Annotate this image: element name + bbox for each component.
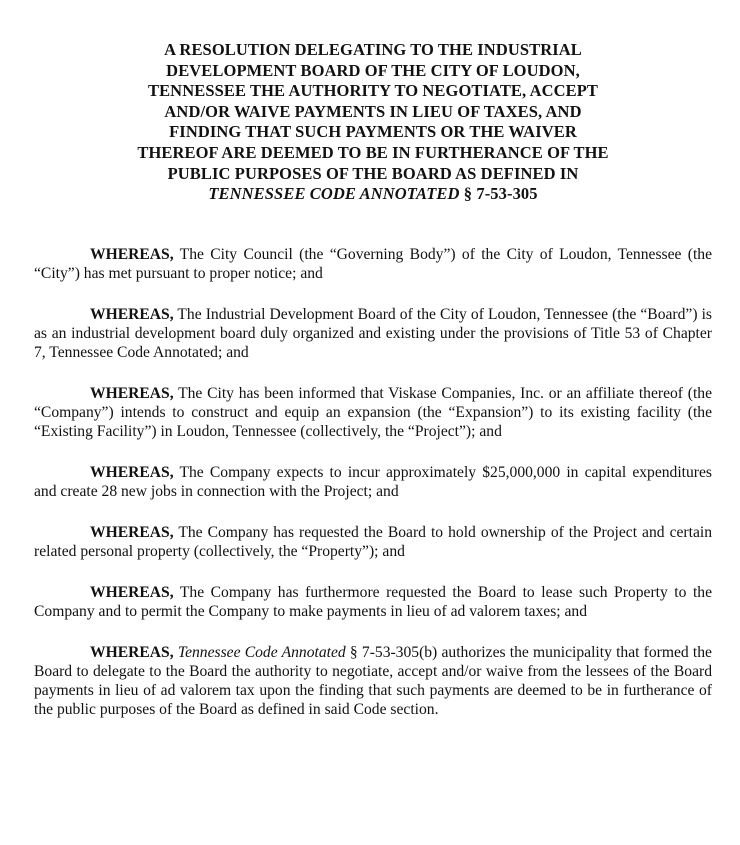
whereas-keyword: WHEREAS, bbox=[90, 523, 174, 541]
whereas-paragraph bbox=[34, 384, 712, 441]
code-citation: Tennessee Code Annotated bbox=[173, 643, 346, 661]
title-line-last bbox=[63, 184, 683, 205]
title-line: FINDING THAT SUCH PAYMENTS OR THE WAIVER bbox=[169, 122, 577, 142]
title-line: THEREOF ARE DEEMED TO BE IN FURTHERANCE OF THE bbox=[137, 142, 609, 162]
whereas-paragraph bbox=[34, 463, 712, 501]
whereas-paragraph bbox=[34, 583, 712, 621]
whereas-keyword: WHEREAS, bbox=[90, 463, 174, 481]
title-line: A RESOLUTION DELEGATING TO THE INDUSTRIAL bbox=[164, 40, 582, 59]
whereas-paragraph bbox=[34, 643, 712, 719]
whereas-keyword: WHEREAS, bbox=[90, 384, 174, 402]
paragraph-text: The Industrial Development Board of the City of Loudon, Tennessee (the “Board”) is as an industrial development board duly organized and existing under the provisions of Title 53 of Chapter 7, Tennessee Code Annotated; and bbox=[34, 305, 712, 361]
title-line: TENNESSEE THE AUTHORITY TO NEGOTIATE, ACCEPT bbox=[147, 81, 599, 101]
whereas-paragraph bbox=[34, 245, 712, 283]
paragraph-text: The Company expects to incur approximately $25,000,000 in capital expenditures and create 28 new jobs in connection with the Project; and bbox=[34, 463, 712, 500]
title-code-section: § 7-53-305 bbox=[459, 184, 538, 204]
whereas-paragraph bbox=[34, 523, 712, 561]
whereas-keyword: WHEREAS, bbox=[90, 583, 174, 601]
whereas-keyword: WHEREAS, bbox=[90, 305, 174, 323]
whereas-paragraph bbox=[34, 305, 712, 362]
paragraph-text: § 7-53-305(b) authorizes the municipality that formed the Board to delegate to the Board the authority to negotiate, accept and/or waive from the lessees of the Board payments in lieu of ad valorem tax upon the finding that such payments are deemed to be in furtherance of the public purposes of the Board as defined in said Code section. bbox=[34, 643, 712, 718]
title-code-name: TENNESSEE CODE ANNOTATED bbox=[208, 184, 460, 204]
whereas-keyword: WHEREAS, bbox=[90, 245, 174, 263]
paragraph-text: The City Council (the “Governing Body”) of the City of Loudon, Tennessee (the “City”) has met pursuant to proper notice; and bbox=[34, 245, 712, 282]
paragraph-text: The City has been informed that Viskase Companies, Inc. or an affiliate thereof (the “Company”) intends to construct and equip an expansion (the “Expansion”) to its existing facility (the “Existing Facility”) in Loudon, Tennessee (collectively, the “Project”); and bbox=[34, 384, 712, 440]
paragraph-text: The Company has furthermore requested the Board to lease such Property to the Company and to permit the Company to make payments in lieu of ad valorem taxes; and bbox=[34, 583, 712, 620]
title-line: DEVELOPMENT BOARD OF THE CITY OF LOUDON, bbox=[166, 60, 580, 80]
title-line: AND/OR WAIVE PAYMENTS IN LIEU OF TAXES, AND bbox=[164, 101, 582, 121]
resolution-body bbox=[34, 245, 712, 719]
title-line: PUBLIC PURPOSES OF THE BOARD AS DEFINED IN bbox=[167, 163, 579, 183]
whereas-keyword: WHEREAS, bbox=[90, 643, 174, 661]
paragraph-text: The Company has requested the Board to hold ownership of the Project and certain related personal property (collectively, the “Property”); and bbox=[34, 523, 712, 560]
resolution-title bbox=[63, 40, 683, 205]
